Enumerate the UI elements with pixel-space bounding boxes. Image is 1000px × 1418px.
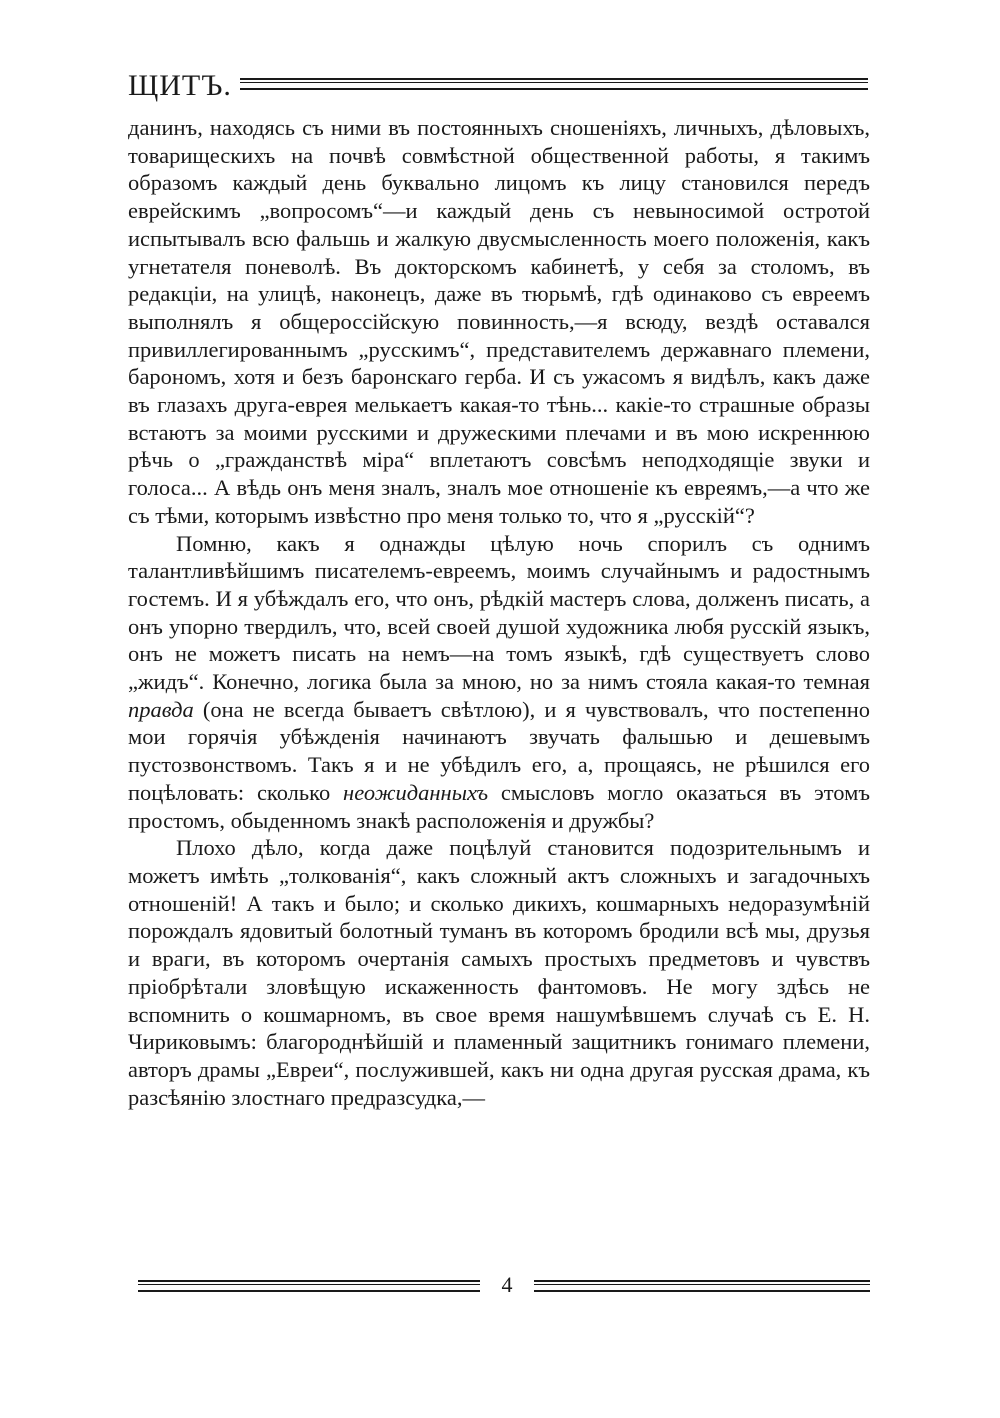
text-run: смысловъ могло оказаться въ этомъ простомъ, обыденномъ знакѣ расположенія и дружбы?: [128, 779, 870, 833]
header-rule: [240, 78, 868, 90]
footer-rule-left: [138, 1280, 480, 1292]
page-footer: [138, 1270, 870, 1300]
text-run: (она не всегда бываетъ свѣтлою), и я чувствовалъ, что постепенно мои горячія убѣжденія начинаютъ звучать фальшью и дешевымъ пустозвонствомъ. Такъ я и не убѣдилъ его, а, прощаясь, не рѣшился его поцѣловать: сколько: [128, 696, 870, 805]
page-header: [128, 68, 868, 108]
footer-rule-right: [534, 1280, 870, 1292]
paragraph: [128, 530, 870, 835]
italic-word: правда: [128, 696, 194, 722]
body-text: [128, 114, 870, 1111]
text-run: Плохо дѣло, когда даже поцѣлуй становится подозрительнымъ и можетъ имѣть „толкованія“, какъ сложный актъ сложныхъ и загадочныхъ отношеній! А такъ и было; и сколько дикихъ, кошмарныхъ недоразумѣній порождалъ ядовитый болотный туманъ въ которомъ бродили всѣ мы, друзья и враги, въ которомъ очертанія самыхъ простыхъ предметовъ и чувствъ пріобрѣтали зловѣщую искаженность фантомовъ. Не могу здѣсь не вспомнить о кошмарномъ, въ свое время нашумѣвшемъ случаѣ съ Е. Н. Чириковымъ: благороднѣйшій и пламенный защитникъ гонимаго племени, авторъ драмы „Евреи“, послужившей, какъ ни одна другая русская драма, къ разсѣянію злостнаго предразсудка,—: [128, 835, 870, 1110]
text-run: Помню, какъ я однажды цѣлую ночь спорилъ съ однимъ талантливѣйшимъ писателемъ-евреемъ, моимъ случайнымъ и радостнымъ гостемъ. И я убѣждалъ его, что онъ, рѣдкій мастеръ слова, долженъ писать, а онъ упорно твердилъ, что, всей своей душой художника любя русскій языкъ, онъ не можетъ писать на немъ—на томъ языкѣ, гдѣ существуетъ слово „жидъ“. Конечно, логика была за мною, но за нимъ стояла какая-то темная: [128, 530, 870, 695]
italic-word: неожиданныхъ: [343, 779, 489, 805]
paragraph: [128, 114, 870, 530]
running-title: ЩИТЪ.: [128, 69, 232, 102]
page-number: 4: [501, 1272, 513, 1297]
text-run: данинъ, находясь съ ними въ постоянныхъ сношеніяхъ, личныхъ, дѣловыхъ, товарищескихъ на почвѣ совмѣстной общественной работы, я такимъ образомъ каждый день буквально лицомъ къ лицу становился передъ еврейскимъ „вопросомъ“—и каждый день съ невыносимой остротой испытывалъ всю фальшь и жалкую двусмысленность моего положенія, какъ угнетателя поневолѣ. Въ докторскомъ кабинетѣ, у себя за столомъ, въ редакціи, на улицѣ, наконецъ, даже въ тюрьмѣ, гдѣ одинаково съ евреемъ выполнялъ я общероссійскую повинность,—я всюду, вездѣ оставался привиллегированнымъ „русскимъ“, представителемъ державнаго племени, барономъ, хотя и безъ баронскаго герба. И съ ужасомъ я видѣлъ, какъ даже въ глазахъ друга-еврея мелькаетъ какая-то тѣнь... какіе-то страшные образы встаютъ за моими русскими и дружескими плечами и въ мою искреннюю рѣчь о „гражданствѣ міра“ вплетаютъ совсѣмъ неподходящіе звуки и голоса... А вѣдь онъ меня зналъ, зналъ мое отношеніе къ евреямъ,—а что же съ тѣми, которымъ извѣстно про меня только то, что я „русскій“?: [128, 115, 870, 528]
paragraph: [128, 834, 870, 1111]
